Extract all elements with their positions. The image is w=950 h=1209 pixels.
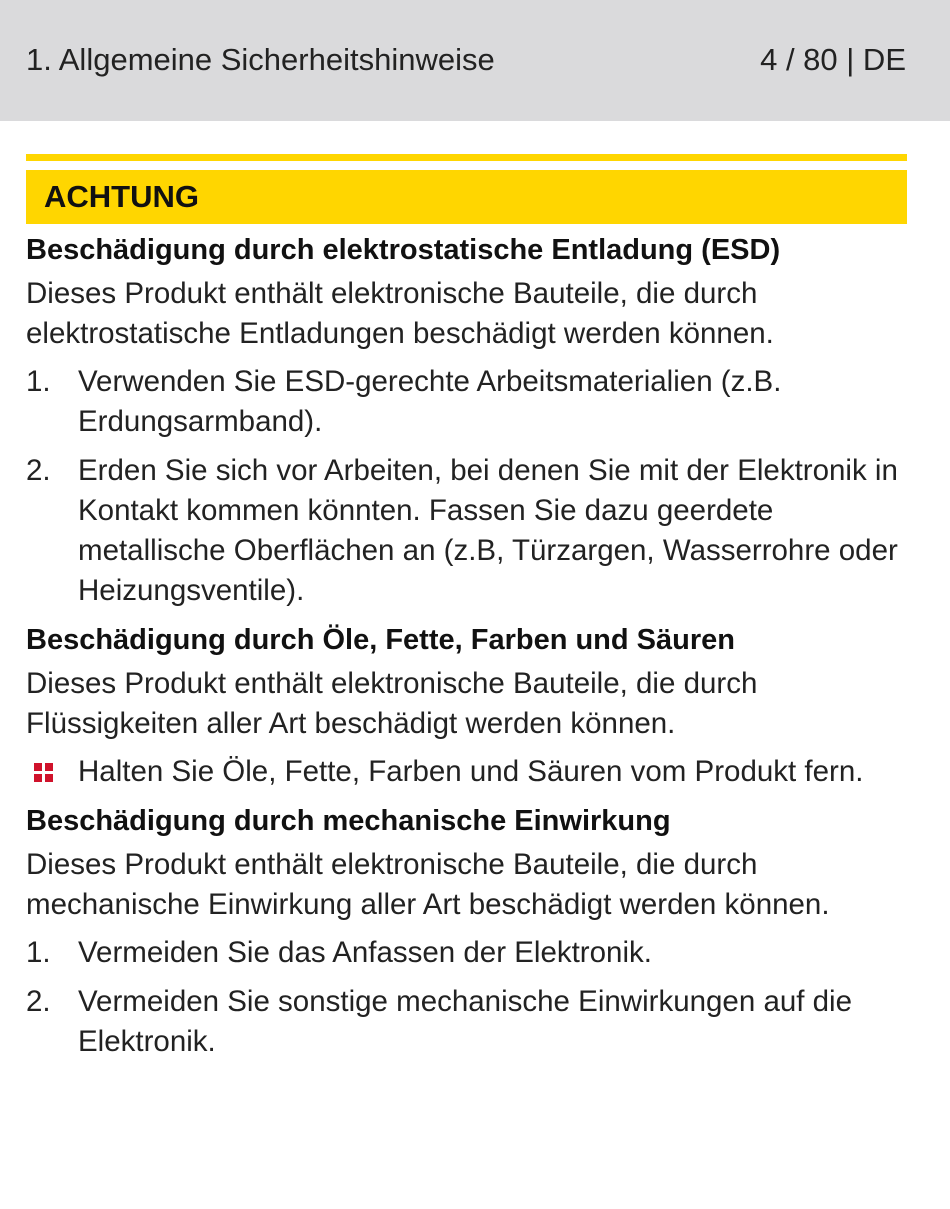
step-text: Erden Sie sich vor Arbeiten, bei denen Sie mit der Elektronik in Kontakt kommen könnten. Fassen Sie dazu geerdete metallische Oberflächen an (z.B, Türzargen, Wasserrohre oder Heizungsventile). [78,454,898,607]
esd-description: Dieses Produkt enthält elektronische Bauteile, die durch elektrostatische Entladungen beschädigt werden können. [26,277,774,350]
esd-heading: Beschädigung durch elektrostatische Entladung (ESD) [26,234,781,266]
step-number: 2. [26,454,51,487]
step-number: 1. [26,365,51,398]
list-item [26,933,907,973]
list-item [26,362,907,442]
list-item [26,451,907,611]
warning-content [26,230,907,1071]
list-item [26,982,907,1062]
warning-label: ACHTUNG [44,179,199,214]
mechanical-heading: Beschädigung durch mechanische Einwirkung [26,805,671,837]
step-number: 1. [26,936,51,969]
page-header [0,0,950,121]
step-text: Vermeiden Sie das Anfassen der Elektronik. [78,936,652,969]
red-square-bullet-icon [34,763,54,783]
bullet-text: Halten Sie Öle, Fette, Farben und Säuren vom Produkt fern. [78,755,864,788]
oils-heading: Beschädigung durch Öle, Fette, Farben und Säuren [26,624,735,656]
step-number: 2. [26,985,51,1018]
section-title: 1. Allgemeine Sicherheitshinweise [26,42,495,77]
step-text: Verwenden Sie ESD-gerechte Arbeitsmaterialien (z.B. Erdungsarmband). [78,365,782,438]
step-text: Vermeiden Sie sonstige mechanische Einwirkungen auf die Elektronik. [78,985,853,1058]
mechanical-description: Dieses Produkt enthält elektronische Bauteile, die durch mechanische Einwirkung aller Art beschädigt werden können. [26,848,830,921]
page-number: 4 / 80 | DE [760,42,906,77]
oils-bullets [26,752,907,792]
oils-description: Dieses Produkt enthält elektronische Bauteile, die durch Flüssigkeiten aller Art beschädigt werden können. [26,667,758,740]
warning-top-rule [26,154,907,161]
esd-steps [26,362,907,611]
list-item [26,752,907,792]
mechanical-steps [26,933,907,1062]
warning-banner [26,170,907,224]
